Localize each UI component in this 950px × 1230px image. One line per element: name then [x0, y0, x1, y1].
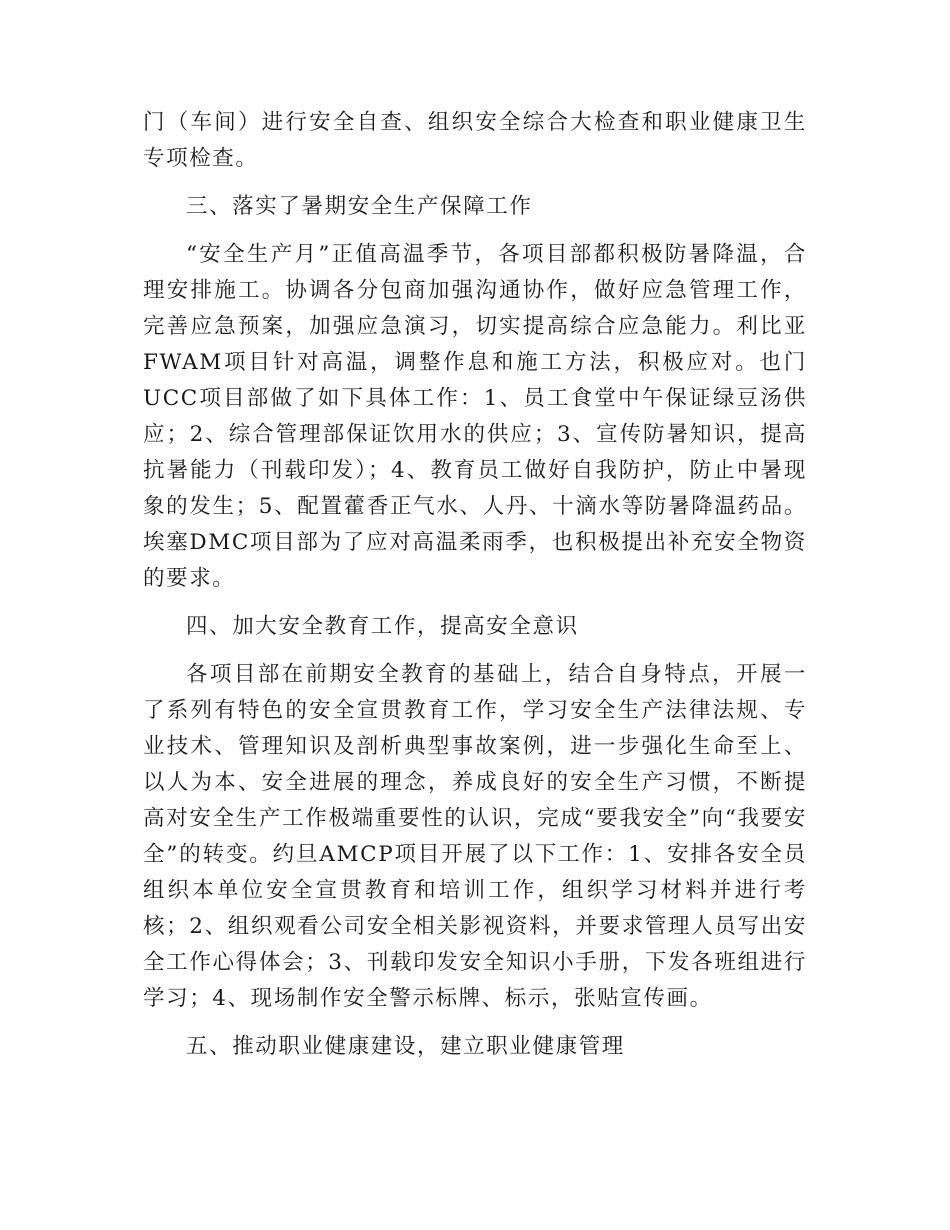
- section-heading-4: 四、加大安全教育工作，提高安全意识: [186, 614, 579, 639]
- paragraph-safety-education: 各项目部在前期安全教育的基础上，结合自身特点，开展一了系列有特色的安全宣贯教育工作，学习安全生产法律法规、专业技术、管理知识及剖析典型事故案例，进一步强化生命至上、以人为本、安全进展的理念，养成良好的安全生产习惯，不断提高对安全生产工作极端重要性的认识，完成“要我安全”向“我要安全”的转变。约旦AMCP项目开展了以下工作：1、安排各安全员组织本单位安全宣贯教育和培训工作，组织学习材料并进行考核；2、组织观看公司安全相关影视资料，并要求管理人员写出安全工作心得体会；3、刊载印发安全知识小手册，下发各班组进行学习；4、现场制作安全警示标牌、标示，张贴宣传画。: [143, 662, 807, 1011]
- document-page: [143, 105, 807, 1077]
- section-heading-3: 三、落实了暑期安全生产保障工作: [186, 194, 533, 219]
- paragraph-summer-safety: “安全生产月”正值高温季节，各项目部都积极防暑降温，合理安排施工。协调各分包商加强沟通协作，做好应急管理工作，完善应急预案，加强应急演习，切实提高综合应急能力。利比亚FWAM项目针对高温，调整作息和施工方法，积极应对。也门UCC项目部做了如下具体工作：1、员工食堂中午保证绿豆汤供应；2、综合管理部保证饮用水的供应；3、宣传防暑知识，提高抗暑能力（刊载印发）；4、教育员工做好自我防护，防止中暑现象的发生；5、配置藿香正气水、人丹、十滴水等防暑降温药品。埃塞DMC项目部为了应对高温柔雨季，也积极提出补充安全物资的要求。: [143, 242, 807, 591]
- section-heading-5: 五、推动职业健康建设，建立职业健康管理: [186, 1034, 625, 1059]
- paragraph-continuation: 门（车间）进行安全自查、组织安全综合大检查和职业健康卫生专项检查。: [143, 110, 807, 171]
